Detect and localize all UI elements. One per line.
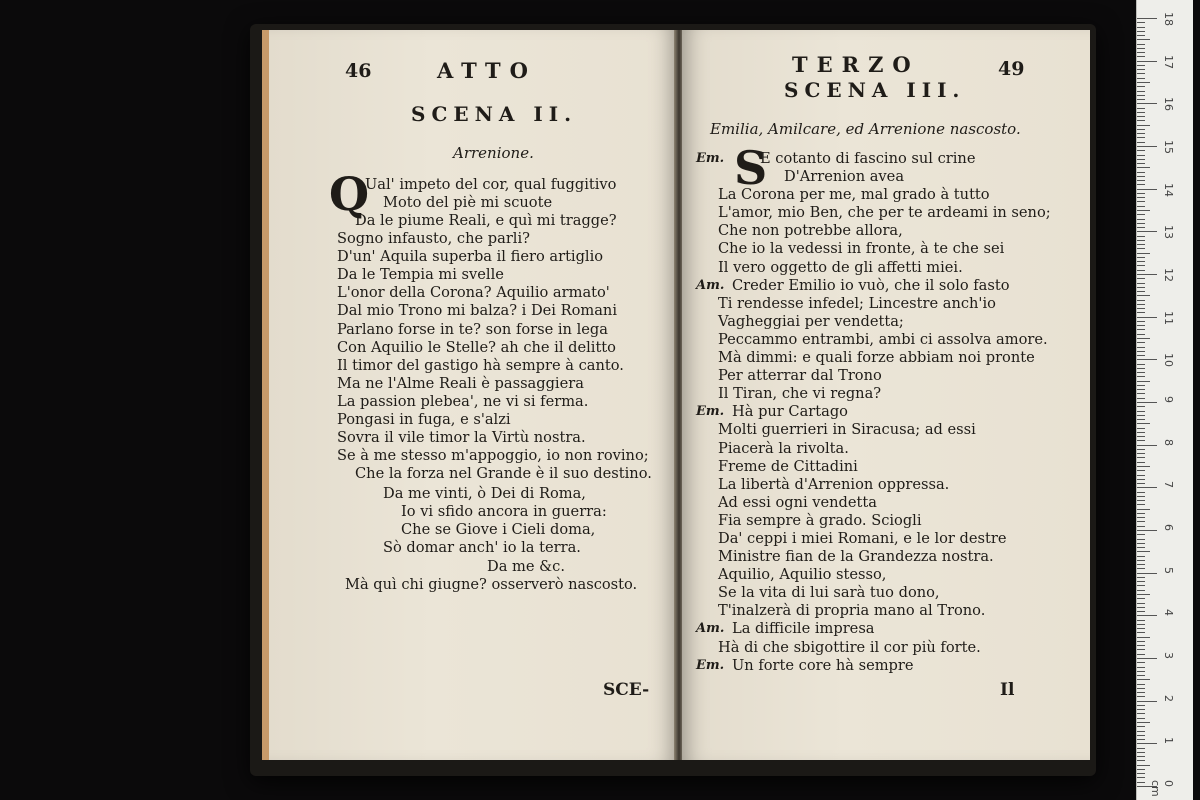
ruler-tick (1137, 436, 1145, 437)
verse-line: Il timor del gastigo hà sempre à canto. (337, 356, 624, 374)
dialogue-text: Vagheggiai per vendetta; (718, 312, 904, 330)
right-page-number: 49 (998, 58, 1025, 80)
ruler-tick (1137, 696, 1145, 697)
ruler-tick (1137, 624, 1145, 625)
ruler-tick (1137, 347, 1145, 348)
ruler-number: 11 (1162, 310, 1175, 325)
ruler-tick (1137, 329, 1145, 330)
ruler-tick (1137, 748, 1145, 749)
dialogue-text: Aquilio, Aquilio stesso, (718, 566, 887, 584)
ruler-tick (1137, 423, 1150, 424)
dialogue-text: D'Arrenion avea (784, 168, 905, 186)
ruler-number: 16 (1162, 97, 1175, 112)
ruler-tick (1137, 393, 1145, 394)
ruler-tick (1137, 398, 1145, 399)
measuring-ruler (1136, 0, 1193, 800)
ruler-tick (1137, 743, 1157, 744)
right-scene-title: SCENA III. (784, 78, 966, 102)
ruler-number: 2 (1162, 694, 1175, 702)
dialogue-text: L'amor, mio Ben, che per te ardeami in seno; (718, 204, 1051, 222)
ruler-tick (1137, 103, 1157, 104)
ruler-tick (1137, 556, 1145, 557)
left-page-number: 46 (345, 60, 372, 82)
ruler-tick (1137, 521, 1145, 522)
verse-line: Pongasi in fuga, e s'alzi (337, 411, 511, 429)
ruler-tick (1137, 782, 1145, 783)
verse-line: Da le piume Reali, e quì mi tragge? (355, 212, 617, 229)
ruler-number: 14 (1162, 182, 1175, 197)
speaker-label: Am. (696, 277, 725, 293)
ruler-tick (1137, 701, 1157, 702)
ruler-tick (1137, 69, 1145, 70)
ruler-tick (1137, 22, 1145, 23)
ruler-tick (1137, 526, 1145, 527)
verse-line: Sovra il vile timor la Virtù nostra. (337, 429, 586, 447)
ruler-tick (1137, 244, 1145, 245)
verse-line: Sò domar anch' io la terra. (383, 539, 581, 557)
ruler-tick (1137, 236, 1145, 237)
ruler-tick (1137, 667, 1145, 668)
ruler-tick (1137, 722, 1150, 723)
right-personae: Emilia, Amilcare, ed Arrenione nascosto. (710, 120, 1021, 138)
ruler-number: 17 (1162, 54, 1175, 69)
ruler-tick (1137, 773, 1145, 774)
ruler-tick (1137, 432, 1145, 433)
dialogue-text: La difficile impresa (732, 620, 875, 638)
dialogue-text: Piacerà la rivolta. (718, 439, 849, 457)
verse-line: Da le Tempia mi svelle (337, 266, 504, 284)
verse-line: La passion plebea', ne vi si ferma. (337, 392, 589, 410)
dialogue-text: E cotanto di fascino sul crine (760, 150, 976, 167)
ruler-tick (1137, 419, 1145, 420)
ruler-tick (1137, 611, 1145, 612)
ruler-tick (1137, 466, 1150, 467)
ruler-tick (1137, 274, 1157, 275)
ruler-tick (1137, 598, 1145, 599)
dialogue-text: T'inalzerà di propria mano al Trono. (718, 602, 986, 620)
ruler-tick (1137, 731, 1145, 732)
ruler-tick (1137, 547, 1145, 548)
ruler-tick (1137, 415, 1145, 416)
ruler-tick (1137, 671, 1145, 672)
left-running-head: ATTO (437, 58, 537, 83)
left-aria-lines (383, 485, 607, 557)
ruler-number: 1 (1162, 737, 1175, 745)
ruler-tick (1137, 44, 1145, 45)
ruler-tick (1137, 568, 1145, 569)
ruler-tick (1137, 688, 1145, 689)
dialogue-text: Il vero oggetto de gli affetti miei. (718, 258, 963, 276)
ruler-tick (1137, 449, 1145, 450)
verse-line: Io vi sfido ancora in guerra: (401, 503, 607, 521)
ruler-tick (1137, 658, 1157, 659)
ruler-number: 8 (1162, 438, 1175, 446)
ruler-tick (1137, 65, 1145, 66)
verse-line: Con Aquilio le Stelle? ah che il delitto (337, 338, 616, 356)
ruler-tick (1137, 61, 1157, 62)
ruler-tick (1137, 607, 1145, 608)
ruler-tick (1137, 475, 1145, 476)
ruler-tick (1137, 261, 1145, 262)
ruler-tick (1137, 240, 1145, 241)
dialogue-text: Hà pur Cartago (732, 403, 848, 421)
ruler-tick (1137, 440, 1145, 441)
ruler-tick (1137, 662, 1145, 663)
verse-line: Dal mio Trono mi balza? i Dei Romani (337, 302, 617, 320)
speaker-label: Em. (696, 404, 725, 420)
ruler-number: 15 (1162, 140, 1175, 154)
dialogue-text: Molti guerrieri in Siracusa; ad essi (718, 421, 976, 439)
dialogue-text: La Corona per me, mal grado à tutto (718, 186, 990, 204)
ruler-tick (1137, 359, 1157, 360)
ruler-tick (1137, 487, 1157, 488)
ruler-tick (1137, 620, 1145, 621)
dialogue-text: Da' ceppi i miei Romani, e le lor destre (718, 529, 1007, 547)
ruler-tick (1137, 594, 1150, 595)
ruler-tick (1137, 684, 1145, 685)
verse-line: Se à me stesso m'appoggio, io non rovino; (337, 447, 649, 465)
dialogue-text: Un forte core hà sempre (732, 656, 914, 674)
speaker-label: Em. (696, 151, 725, 166)
ruler-tick (1137, 201, 1145, 202)
ruler-tick (1137, 543, 1145, 544)
ruler-tick (1137, 133, 1145, 134)
ruler-tick (1137, 551, 1150, 552)
dialogue-text: Mà dimmi: e quali forze abbiam noi pronte (718, 349, 1035, 367)
ruler-tick (1137, 496, 1145, 497)
dialogue-text: Fia sempre à grado. Sciogli (718, 511, 922, 529)
dialogue-text: Freme de Cittadini (718, 457, 858, 475)
ruler-tick (1137, 304, 1145, 305)
ruler-tick (1137, 91, 1145, 92)
ruler-tick (1137, 381, 1150, 382)
ruler-tick (1137, 283, 1145, 284)
ruler-tick (1137, 223, 1145, 224)
ruler-tick (1137, 308, 1145, 309)
ruler-tick (1137, 48, 1145, 49)
dialogue-text: Il Tiran, che vi regna? (718, 385, 882, 403)
verse-line: Parlano forse in te? son forse in lega (337, 320, 608, 338)
ruler-tick (1137, 428, 1145, 429)
ruler-number: 12 (1162, 268, 1175, 282)
dialogue-text: Che non potrebbe allora, (718, 222, 903, 240)
ruler-tick (1137, 150, 1145, 151)
ruler-tick (1137, 462, 1145, 463)
dialogue-text: Ad essi ogni vendetta (718, 493, 877, 511)
ruler-tick (1137, 355, 1145, 356)
ruler-tick (1137, 167, 1150, 168)
speaker-label: Em. (696, 657, 725, 673)
left-catchword: SCE- (603, 680, 650, 700)
ruler-tick (1137, 364, 1145, 365)
ruler-tick (1137, 679, 1150, 680)
ruler-tick (1137, 615, 1157, 616)
dialogue-text: Se la vita di lui sarà tuo dono, (718, 584, 940, 602)
ruler-tick (1137, 253, 1150, 254)
ruler-tick (1137, 530, 1157, 531)
verse-line: Che se Giove i Cieli doma, (401, 521, 596, 539)
ruler-tick (1137, 411, 1145, 412)
ruler-tick (1137, 31, 1145, 32)
ruler-tick (1137, 197, 1145, 198)
ruler-tick (1137, 637, 1150, 638)
right-page (682, 30, 1090, 760)
ruler-tick (1137, 603, 1145, 604)
ruler-tick (1137, 457, 1145, 458)
verse-line: Che la forza nel Grande è il suo destino. (355, 465, 652, 483)
ruler-tick (1137, 78, 1145, 79)
ruler-tick (1137, 82, 1150, 83)
dialogue-text: La libertà d'Arrenion oppressa. (718, 475, 950, 493)
verse-line: D'un' Aquila superba il fiero artiglio (337, 248, 604, 266)
left-first-lines (365, 176, 616, 212)
ruler-tick (1137, 709, 1145, 710)
left-da-capo: Da me &c. (487, 558, 565, 575)
ruler-number: 9 (1162, 396, 1175, 403)
dialogue-text: Creder Emilio io vuò, che il solo fasto (732, 276, 1010, 294)
ruler-tick (1137, 159, 1145, 160)
ruler-tick (1137, 86, 1145, 87)
ruler-tick (1137, 231, 1157, 232)
ruler-tick (1137, 125, 1150, 126)
ruler-tick (1137, 351, 1145, 352)
ruler-tick (1137, 573, 1157, 574)
verse-line: Moto del piè mi scuote (383, 194, 553, 212)
ruler-tick (1137, 509, 1150, 510)
dialogue-text: Per atterrar dal Trono (718, 367, 882, 385)
ruler-tick (1137, 39, 1150, 40)
ruler-tick (1137, 560, 1145, 561)
ruler-tick (1137, 765, 1150, 766)
verse-line: Sogno infausto, che parli? (337, 230, 530, 248)
ruler-tick (1137, 769, 1145, 770)
ruler-number: 18 (1162, 12, 1175, 26)
ruler-tick (1137, 338, 1150, 339)
ruler-tick (1137, 492, 1145, 493)
ruler-tick (1137, 325, 1145, 326)
ruler-tick (1137, 35, 1145, 36)
left-closing-line: Mà quì chi giugne? osserverò nascosto. (345, 576, 638, 593)
ruler-tick (1137, 577, 1145, 578)
dialogue-text: Ti rendesse infedel; Lincestre anch'io (718, 294, 996, 312)
ruler-tick (1137, 453, 1145, 454)
ruler-number: 6 (1162, 524, 1175, 531)
ruler-tick (1137, 317, 1157, 318)
ruler-tick (1137, 219, 1145, 220)
dialogue-text: Che io la vedessi in fronte, à te che sei (718, 240, 1005, 258)
ruler-tick (1137, 95, 1145, 96)
ruler-tick (1137, 705, 1145, 706)
ruler-tick (1137, 291, 1145, 292)
ruler-tick (1137, 445, 1157, 446)
ruler-tick (1137, 27, 1145, 28)
right-running-head: TERZO (792, 52, 920, 77)
ruler-tick (1137, 581, 1145, 582)
ruler-tick (1137, 146, 1157, 147)
dialogue-text: Ministre fian de la Grandezza nostra. (718, 548, 994, 566)
ruler-tick (1137, 248, 1145, 249)
ruler-tick (1137, 257, 1145, 258)
left-drop-cap: Q (329, 167, 370, 221)
ruler-tick (1137, 726, 1145, 727)
ruler-tick (1137, 278, 1145, 279)
ruler-number: 13 (1162, 225, 1175, 240)
ruler-tick (1137, 376, 1145, 377)
ruler-tick (1137, 777, 1145, 778)
ruler-tick (1137, 184, 1145, 185)
verse-line: Ual' impeto del cor, qual fuggitivo (365, 176, 617, 193)
ruler-tick (1137, 56, 1145, 57)
ruler-tick (1137, 739, 1145, 740)
ruler-tick (1137, 389, 1145, 390)
ruler-tick (1137, 539, 1145, 540)
ruler-tick (1137, 590, 1145, 591)
ruler-number: 7 (1162, 481, 1175, 489)
verse-line: L'onor della Corona? Aquilio armato' (337, 284, 610, 302)
ruler-tick (1137, 483, 1145, 484)
ruler-tick (1137, 500, 1145, 501)
ruler-tick (1137, 517, 1145, 518)
ruler-tick (1137, 300, 1145, 301)
ruler-tick (1137, 713, 1145, 714)
speaker-label: Am. (696, 621, 725, 637)
dialogue-text: Peccammo entrambi, ambi ci assolva amore. (718, 330, 1048, 348)
ruler-tick (1137, 470, 1145, 471)
ruler-tick (1137, 270, 1145, 271)
ruler-tick (1137, 129, 1145, 130)
ruler-tick (1137, 735, 1145, 736)
ruler-tick (1137, 585, 1145, 586)
ruler-number: 10 (1162, 353, 1175, 368)
ruler-tick (1137, 752, 1145, 753)
ruler-tick (1137, 385, 1145, 386)
ruler-tick (1137, 210, 1150, 211)
ruler-tick (1137, 112, 1145, 113)
ruler-tick (1137, 342, 1145, 343)
ruler-tick (1137, 406, 1145, 407)
ruler-number: 3 (1162, 652, 1175, 659)
ruler-tick (1137, 99, 1145, 100)
left-verse-lines (337, 212, 652, 483)
ruler-tick (1137, 312, 1145, 313)
ruler-tick (1137, 108, 1145, 109)
ruler-tick (1137, 176, 1145, 177)
right-drop-cap: S (734, 141, 768, 195)
ruler-tick (1137, 227, 1145, 228)
ruler-tick (1137, 534, 1145, 535)
ruler-tick (1137, 214, 1145, 215)
ruler-tick (1137, 479, 1145, 480)
left-page (262, 30, 676, 760)
ruler-tick (1137, 641, 1145, 642)
ruler-tick (1137, 155, 1145, 156)
right-catchword: Il (1000, 680, 1015, 700)
ruler-tick (1137, 504, 1145, 505)
ruler-tick (1137, 372, 1145, 373)
ruler-tick (1137, 206, 1145, 207)
ruler-tick (1137, 368, 1145, 369)
ruler-tick (1137, 675, 1145, 676)
ruler-tick (1137, 760, 1145, 761)
left-personae: Arrenione. (453, 144, 534, 162)
ruler-number: 0 cm (1149, 780, 1175, 797)
ruler-tick (1137, 189, 1157, 190)
ruler-tick (1137, 649, 1145, 650)
ruler-tick (1137, 654, 1145, 655)
ruler-tick (1137, 321, 1145, 322)
ruler-tick (1137, 163, 1145, 164)
ruler-tick (1137, 18, 1157, 19)
ruler-tick (1137, 265, 1145, 266)
ruler-tick (1137, 632, 1145, 633)
verse-line: Da me vinti, ò Dei di Roma, (383, 485, 586, 502)
ruler-tick (1137, 564, 1145, 565)
ruler-tick (1137, 116, 1145, 117)
ruler-number: 5 (1162, 566, 1175, 574)
ruler-tick (1137, 756, 1145, 757)
ruler-tick (1137, 137, 1145, 138)
verse-line: Ma ne l'Alme Reali è passaggiera (337, 374, 584, 392)
ruler-tick (1137, 287, 1145, 288)
ruler-tick (1137, 692, 1145, 693)
ruler-tick (1137, 718, 1145, 719)
ruler-tick (1137, 513, 1145, 514)
ruler-tick (1137, 180, 1145, 181)
ruler-tick (1137, 142, 1145, 143)
left-scene-title: SCENA II. (411, 102, 578, 126)
ruler-tick (1137, 73, 1145, 74)
ruler-tick (1137, 172, 1145, 173)
dialogue-text: Hà di che sbigottire il cor più forte. (718, 638, 981, 656)
ruler-tick (1137, 628, 1145, 629)
ruler-number: 4 (1162, 609, 1175, 617)
ruler-tick (1137, 52, 1145, 53)
ruler-tick (1137, 193, 1145, 194)
ruler-tick (1137, 295, 1150, 296)
ruler-tick (1137, 120, 1145, 121)
ruler-tick (1137, 334, 1145, 335)
ruler-tick (1137, 402, 1157, 403)
ruler-tick (1137, 645, 1145, 646)
